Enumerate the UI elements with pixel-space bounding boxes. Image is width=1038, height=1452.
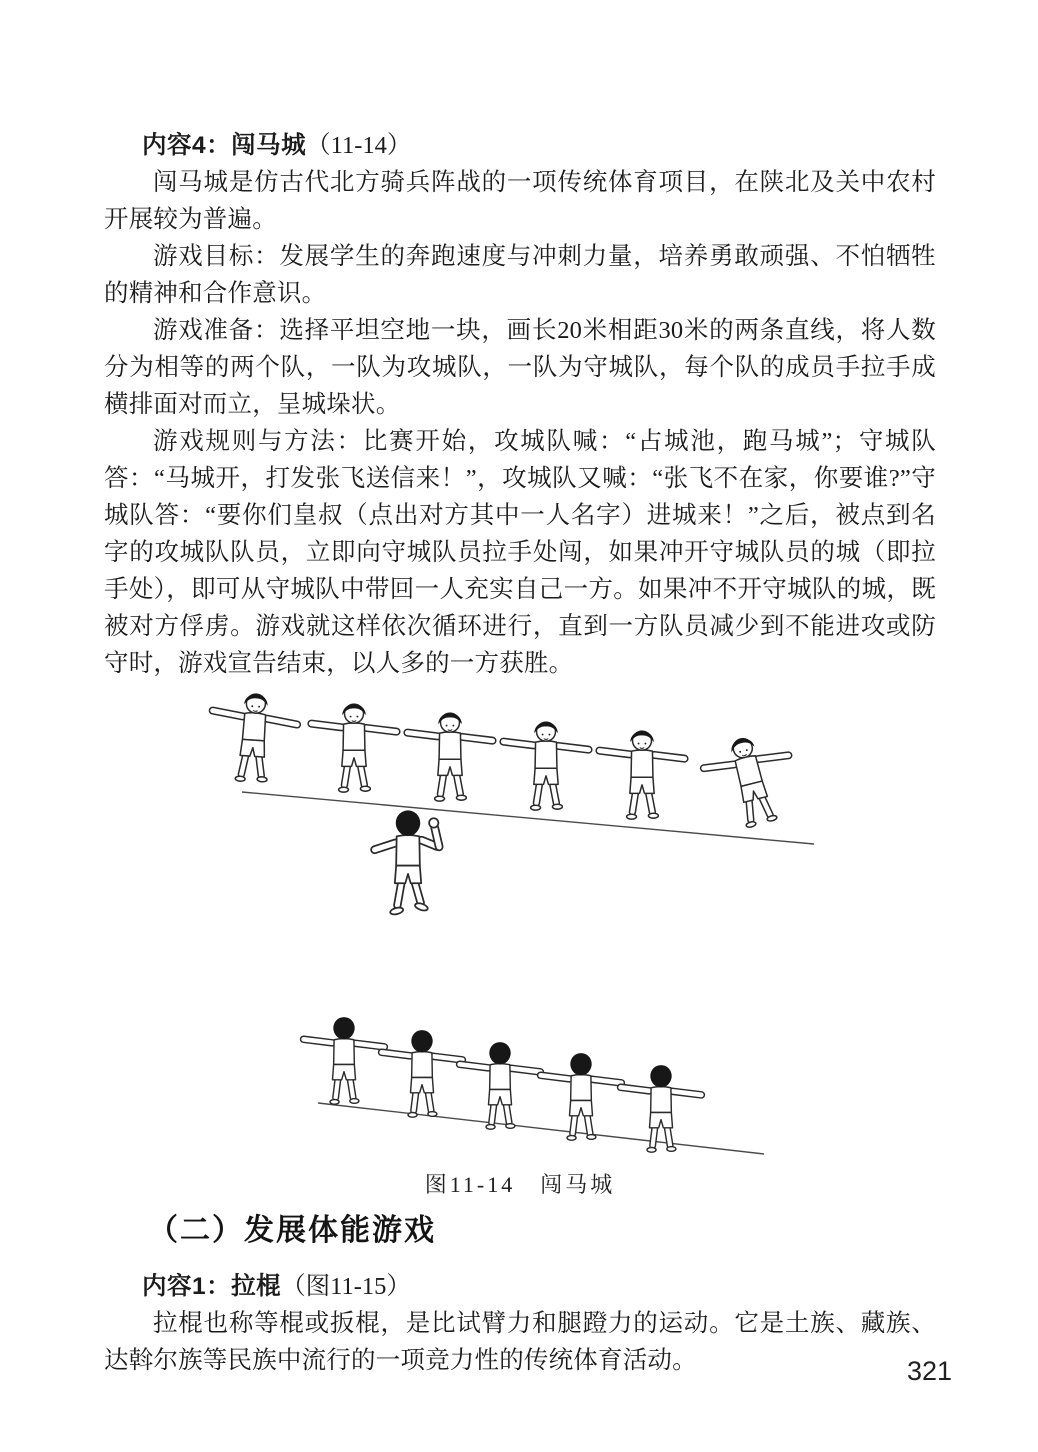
ground-line-top	[242, 792, 814, 844]
content4-heading-label: 内容4：闯马城	[141, 132, 307, 159]
child-back-figure	[378, 1030, 466, 1117]
child-back-figure	[537, 1053, 625, 1140]
figure-bottom-illustration	[296, 993, 776, 1168]
child-figure	[204, 691, 302, 785]
child-figure	[596, 731, 688, 819]
page-number: 321	[906, 1356, 952, 1386]
section-heading: （二）发展体能游戏	[148, 1214, 436, 1247]
paragraph-rules: 游戏规则与方法：比赛开始，攻城队喊：“占城池，跑马城”；守城队答：“马城开，打发张飞送信来！”，攻城队又喊：“张飞不在家，你要谁?”守城队答：“要你们皇叔（点出对方其中一人名字）进城来！”之后，被点到名字的攻城队队员，立即向守城队员拉手处闯，如果冲开守城队员的城（即拉手处），即可从守城队中带回一人充实自己一方。如果冲不开守城队的城，既被对方俘虏。游戏就这样依次循环进行，直到一方队员减少到不能进攻或防守时，游戏宣告结束，以人多的一方获胜。	[104, 428, 936, 677]
paragraph-intro: 闯马城是仿古代北方骑兵阵战的一项传统体育项目，在陕北及关中农村开展较为普遍。	[104, 169, 936, 233]
ground-line-bottom	[318, 1103, 764, 1154]
page-content	[104, 0, 936, 1379]
child-figure	[696, 728, 807, 836]
paragraph-preparation: 游戏准备：选择平坦空地一块，画长20米相距30米的两条直线，将人数分为相等的两个队，一队为攻城队，一队为守城队，每个队的成员手拉手成横排面对而立，呈城垛状。	[104, 317, 936, 418]
child-figure	[500, 722, 592, 810]
attacker-child-figure	[370, 810, 443, 915]
figure-caption: 图11-14 闯马城	[424, 1172, 616, 1197]
content4-heading	[104, 127, 936, 164]
child-back-figure	[300, 1017, 388, 1104]
paragraph-goal: 游戏目标：发展学生的奔跑速度与冲刺力量，培养勇敢顽强、不怕牺牲的精神和合作意识。	[104, 243, 936, 307]
child-figure	[404, 713, 496, 801]
content4-heading-ref: （11-14）	[306, 132, 412, 159]
child-back-figure	[456, 1042, 544, 1129]
child-figure	[308, 704, 400, 792]
figure-11-14	[104, 682, 936, 1200]
content1-heading	[104, 1268, 936, 1305]
content1-heading-ref: （图11-15）	[281, 1273, 411, 1300]
figure-top-illustration	[202, 682, 862, 947]
paragraph-lagun-intro: 拉棍也称等棍或扳棍，是比试臂力和腿蹬力的运动。它是土族、藏族、达斡尔族等民族中流行的一项竞力性的传统体育活动。	[104, 1310, 936, 1374]
content1-heading-label: 内容1：拉棍	[141, 1273, 282, 1300]
